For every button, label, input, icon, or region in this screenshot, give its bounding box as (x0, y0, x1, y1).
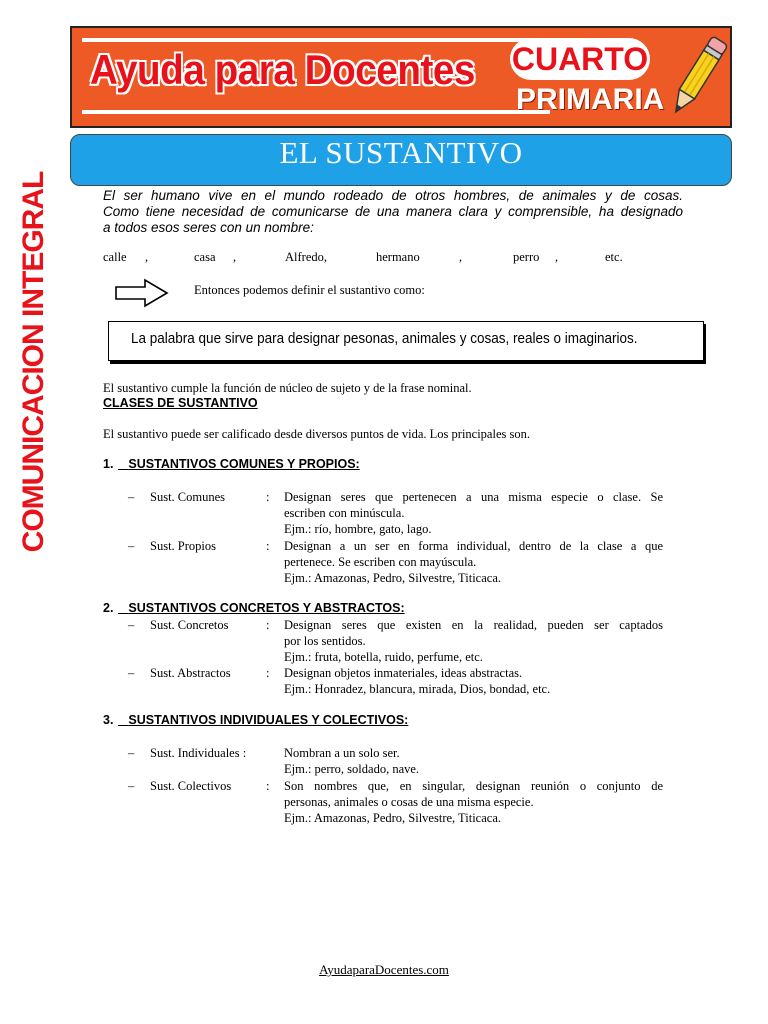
grade-line-1: CUARTO (510, 38, 650, 80)
section-heading-text: SUSTANTIVOS INDIVIDUALES Y COLECTIVOS: (128, 713, 409, 727)
intro-line: a todos esos seres con un nombre: (103, 220, 314, 235)
item-dash: – (128, 746, 135, 760)
item-colon: : (266, 490, 270, 504)
side-label (10, 171, 58, 553)
grade-badge (510, 38, 665, 118)
section-heading (118, 600, 405, 616)
function-text: El sustantivo cumple la función de núcleo de sujeto y de la frase nominal. (103, 381, 472, 395)
section-heading (118, 456, 360, 472)
arrow-text: Entonces podemos definir el sustantivo como: (194, 283, 425, 297)
item-label: Sust. Individuales : (150, 746, 247, 760)
item-description (284, 538, 663, 586)
item-line: Designan seres que existen en la realidad, pueden ser captados (284, 618, 663, 632)
header-banner (70, 26, 732, 128)
item-label: Sust. Concretos (150, 618, 229, 632)
section-heading-text: SUSTANTIVOS COMUNES Y PROPIOS: (128, 457, 360, 471)
item-line: Ejm.: Amazonas, Pedro, Silvestre, Titicaca. (284, 571, 501, 585)
arrow-right-icon (115, 278, 169, 308)
example-word: hermano (376, 250, 420, 264)
example-comma: , (459, 250, 463, 264)
side-label-text: COMUNICACION INTEGRAL (17, 171, 50, 553)
item-description (284, 617, 663, 665)
item-line: Ejm.: fruta, botella, ruido, perfume, etc. (284, 650, 483, 664)
item-colon: : (266, 618, 270, 632)
example-comma: , (233, 250, 237, 264)
brand-title: Ayuda para Docentes (90, 46, 475, 93)
item-line: pertenece. Se escriben con mayúscula. (284, 555, 477, 569)
classes-heading: CLASES DE SUSTANTIVO (103, 396, 258, 410)
item-line: personas, animales o cosas de una misma especie. (284, 795, 534, 809)
item-dash: – (128, 779, 135, 793)
item-line: por los sentidos. (284, 634, 366, 648)
item-line: Son nombres que, en singular, designan reunión o conjunto de (284, 779, 663, 793)
example-word: Alfredo, (285, 250, 327, 264)
section-heading-text: SUSTANTIVOS CONCRETOS Y ABSTRACTOS: (128, 601, 405, 615)
intro-line: Como tiene necesidad de comunicarse de una manera clara y comprensible, ha designado (103, 204, 683, 219)
example-comma: , (555, 250, 559, 264)
item-colon: : (266, 779, 270, 793)
intro-line: El ser humano vive en el mundo rodeado de otros hombres, de animales y de cosas. (103, 188, 683, 203)
classes-intro: El sustantivo puede ser calificado desde diversos puntos de vida. Los principales son. (103, 427, 530, 441)
item-line: Designan seres que pertenecen a una misma especie o clase. Se (284, 490, 663, 504)
example-word: casa (194, 250, 216, 264)
page-title: EL SUSTANTIVO (279, 135, 523, 170)
item-line: Designan objetos inmateriales, ideas abstractas. (284, 666, 523, 680)
item-description (284, 665, 663, 697)
pencil-icon (664, 32, 730, 124)
banner-stripe (82, 38, 550, 42)
item-line: Ejm.: río, hombre, gato, lago. (284, 522, 432, 536)
grade-line-2: PRIMARIA (516, 83, 665, 116)
item-label: Sust. Propios (150, 539, 216, 553)
item-colon: : (266, 666, 270, 680)
item-dash: – (128, 618, 135, 632)
example-word: perro (513, 250, 540, 264)
item-dash: – (128, 539, 135, 553)
item-label: Sust. Abstractos (150, 666, 231, 680)
definition-text: La palabra que sirve para designar pesonas, animales y cosas, reales o imaginarios. (131, 330, 638, 347)
item-description (284, 745, 663, 777)
item-description (284, 489, 663, 537)
section-number: 3. (103, 713, 114, 727)
item-colon: : (266, 539, 270, 553)
example-comma: , (145, 250, 149, 264)
intro-paragraph (103, 188, 683, 236)
item-line: Ejm.: Honradez, blancura, mirada, Dios, bondad, etc. (284, 682, 551, 696)
banner-stripe (82, 110, 550, 114)
item-label: Sust. Comunes (150, 490, 226, 504)
item-dash: – (128, 666, 135, 680)
definition-box (108, 321, 704, 361)
item-line: Designan a un ser en forma individual, dentro de la clase a que (284, 539, 663, 553)
item-line: escriben con minúscula. (284, 506, 405, 520)
example-word: calle (103, 250, 127, 264)
item-line: Nombran a un solo ser. (284, 746, 400, 760)
item-label: Sust. Colectivos (150, 779, 232, 793)
item-line: Ejm.: Amazonas, Pedro, Silvestre, Titicaca. (284, 811, 501, 825)
page-title-bar (70, 134, 732, 186)
item-line: Ejm.: perro, soldado, nave. (284, 762, 420, 776)
item-dash: – (128, 490, 135, 504)
section-heading (118, 712, 408, 728)
example-word: etc. (605, 250, 623, 264)
item-description (284, 778, 663, 826)
section-number: 1. (103, 457, 114, 471)
section-number: 2. (103, 601, 114, 615)
footer-link[interactable]: AyudaparaDocentes.com (319, 962, 449, 977)
